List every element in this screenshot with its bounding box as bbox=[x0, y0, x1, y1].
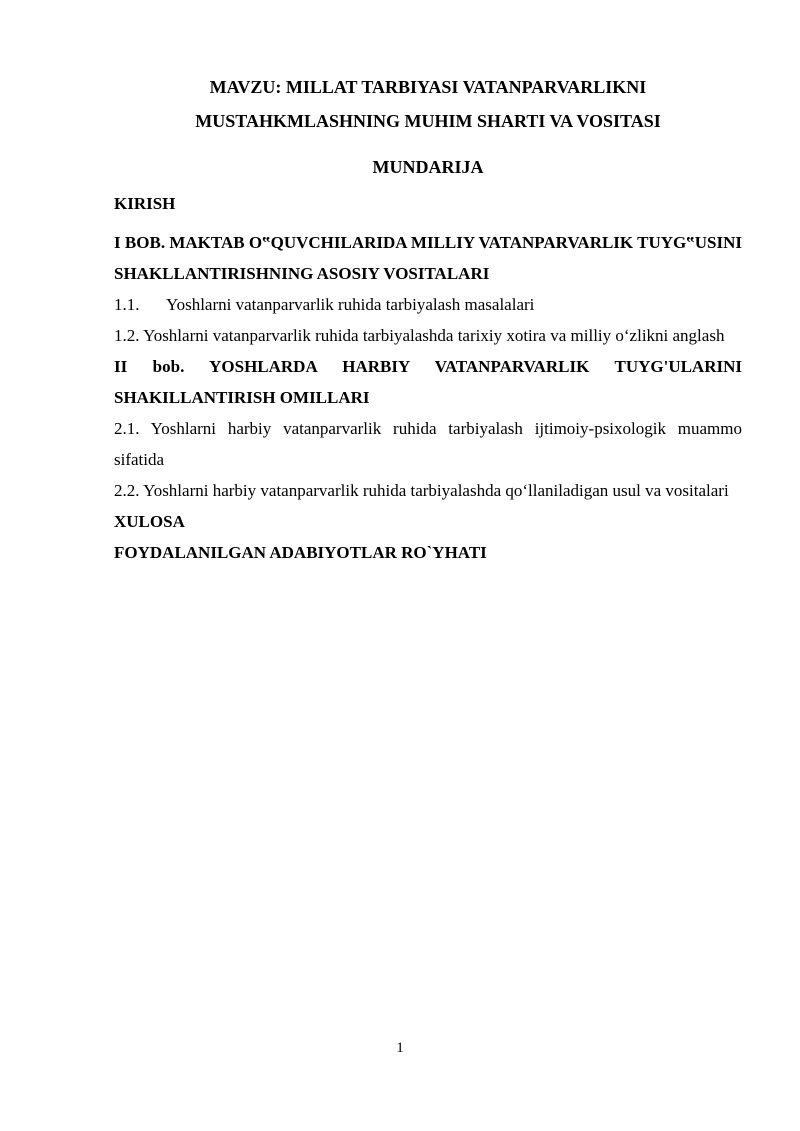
table-of-contents bbox=[114, 188, 742, 568]
toc-chapter-2: II bob. YOSHLARDA HARBIY VATANPARVARLIK TUYG'ULARINI SHAKILLANTIRISH OMILLARI bbox=[114, 357, 742, 407]
toc-references: FOYDALANILGAN ADABIYOTLAR RO`YHATI bbox=[114, 543, 487, 562]
toc-conclusion: XULOSA bbox=[114, 512, 185, 531]
toc-section-1-1-number: 1.1. bbox=[114, 295, 140, 314]
document-title-line-2: MUSTAHKMLASHNING MUHIM SHARTI VA VOSITASI bbox=[195, 111, 661, 131]
toc-section-1-2: 1.2. Yoshlarni vatanparvarlik ruhida tarbiyalashda tarixiy xotira va milliy o‘zlikni anglash bbox=[114, 326, 725, 345]
document-page bbox=[114, 70, 742, 568]
page-number: 1 bbox=[396, 1040, 404, 1056]
toc-section-2-1: 2.1. Yoshlarni harbiy vatanparvarlik ruhida tarbiyalash ijtimoiy-psixologik muammo sifatida bbox=[114, 419, 742, 469]
toc-section-1-1 bbox=[114, 289, 742, 320]
toc-chapter-1: I BOB. MAKTAB O‟QUVCHILARIDA MILLIY VATANPARVARLIK TUYG‟USINI SHAKLLANTIRISHNING ASOSIY VOSITALARI bbox=[114, 233, 742, 283]
toc-intro: KIRISH bbox=[114, 194, 176, 213]
toc-section-2-2: 2.2. Yoshlarni harbiy vatanparvarlik ruhida tarbiyalashda qo‘llaniladigan usul va vositalari bbox=[114, 481, 729, 500]
toc-section-1-1-text: Yoshlarni vatanparvarlik ruhida tarbiyalash masalalari bbox=[166, 295, 535, 314]
document-title-line-1: MAVZU: MILLAT TARBIYASI VATANPARVARLIKNI bbox=[209, 77, 647, 97]
contents-heading: MUNDARIJA bbox=[372, 157, 484, 177]
